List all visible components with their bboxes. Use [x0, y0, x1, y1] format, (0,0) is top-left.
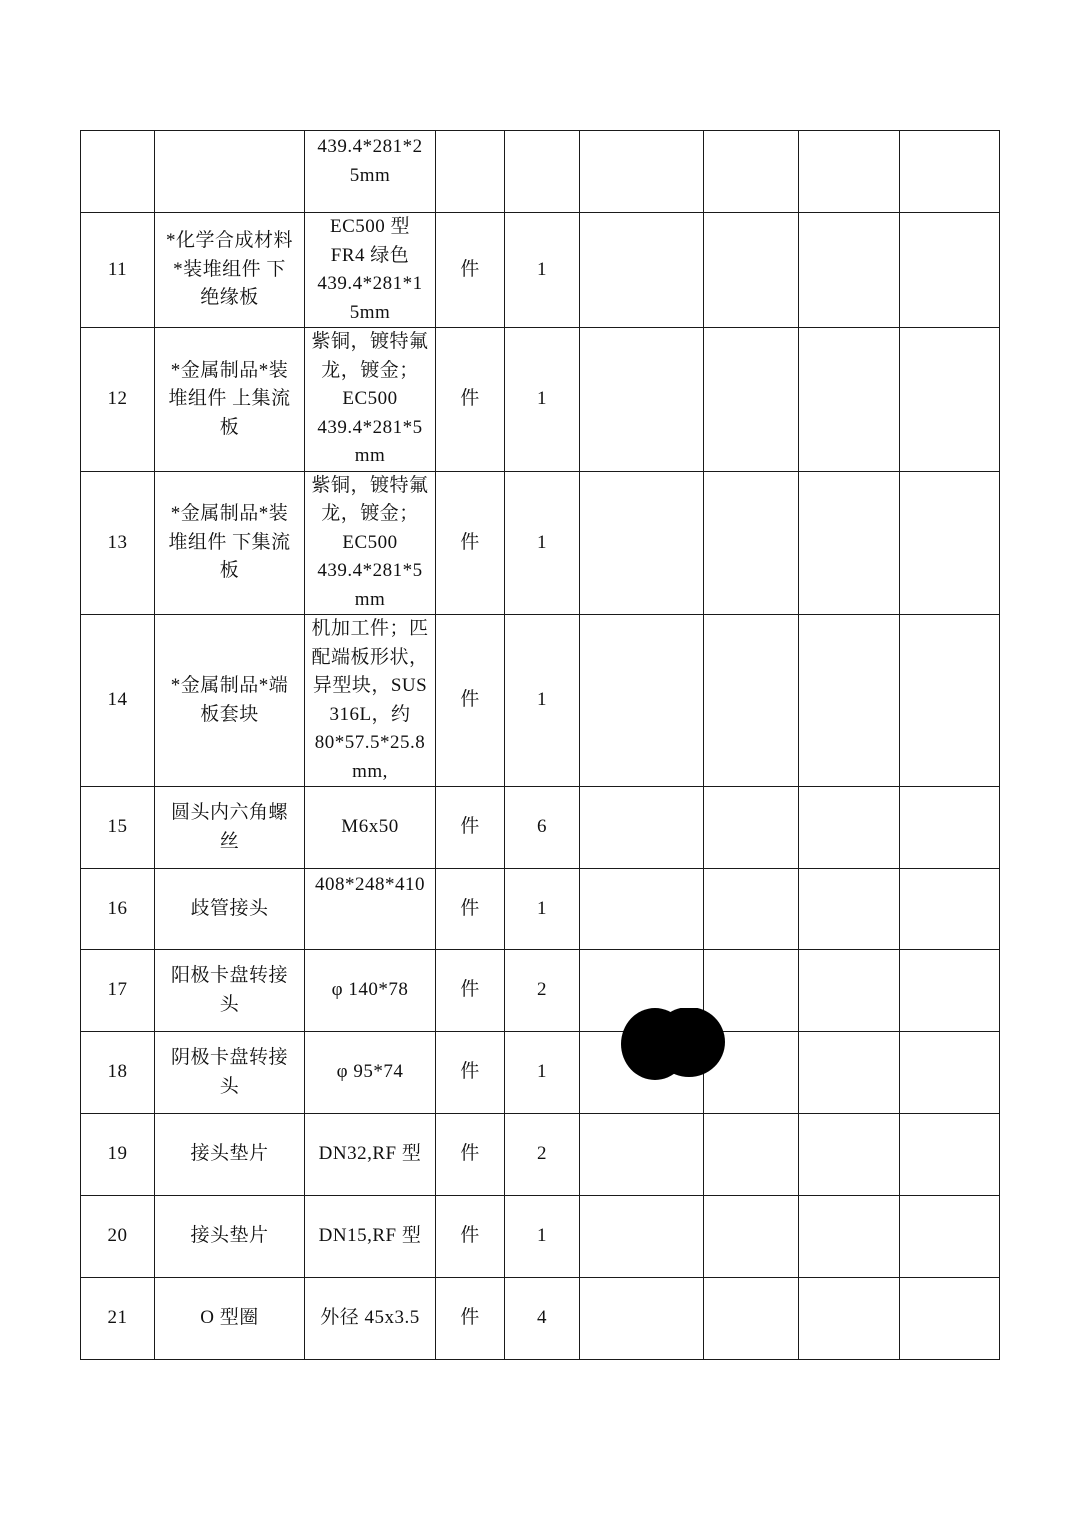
item-spec-cell-line: FR4 绿色: [330, 244, 410, 266]
empty-cell: [704, 1114, 799, 1196]
table-row: [81, 787, 1000, 869]
table-row: [81, 1278, 1000, 1360]
item-name-cell-line: O 型圈: [200, 1307, 259, 1329]
item-spec-cell-line: 80*57.5*25.8: [314, 732, 426, 753]
quantity-cell: 1: [505, 471, 580, 615]
table-row: [81, 471, 1000, 615]
empty-cell: [704, 213, 799, 328]
item-name-cell-line: 堆组件 下集流: [168, 531, 291, 553]
empty-cell: [900, 1196, 1000, 1278]
table-row: [81, 1032, 1000, 1114]
item-spec-cell: [305, 471, 436, 615]
item-name-cell-line: 头: [219, 993, 240, 1015]
empty-cell: [580, 471, 704, 615]
empty-cell: [580, 213, 704, 328]
item-spec-cell: [305, 1032, 436, 1114]
empty-cell: [580, 1114, 704, 1196]
item-name-cell: [155, 471, 305, 615]
empty-cell: [900, 213, 1000, 328]
table-row: [81, 328, 1000, 472]
item-spec-cell-line: 紫铜，镀特氟: [311, 331, 429, 352]
quantity-cell: [505, 131, 580, 213]
empty-cell: [799, 950, 900, 1032]
item-spec-cell: [305, 328, 436, 472]
item-spec-cell-line: DN32,RF 型: [318, 1143, 422, 1165]
quantity-cell: 1: [505, 328, 580, 472]
item-spec-cell-line: mm,: [352, 760, 388, 782]
table-row: [81, 869, 1000, 950]
item-name-cell: [155, 213, 305, 328]
item-name-cell-line: 头: [219, 1075, 240, 1097]
empty-cell: [799, 787, 900, 869]
item-name-cell: [155, 787, 305, 869]
item-name-cell-line: *化学合成材料: [165, 230, 293, 252]
item-name-cell-line: 歧管接头: [190, 897, 269, 919]
row-index-cell: 15: [81, 787, 155, 869]
row-index-cell: [81, 131, 155, 213]
item-spec-cell-line: φ 140*78: [331, 979, 409, 1001]
table-row: [81, 1196, 1000, 1278]
empty-cell: [580, 1196, 704, 1278]
item-spec-cell: [305, 615, 436, 787]
item-name-cell-line: 圆头内六角螺: [170, 802, 288, 823]
table-row: [81, 615, 1000, 787]
empty-cell: [704, 1278, 799, 1360]
item-table: [80, 130, 1000, 1360]
item-spec-cell-line: M6x50: [341, 816, 399, 838]
empty-cell: [900, 131, 1000, 213]
quantity-cell: 1: [505, 869, 580, 950]
empty-cell: [799, 471, 900, 615]
item-name-cell: [155, 1114, 305, 1196]
item-name-cell-line: 丝: [219, 830, 240, 852]
unit-cell: 件: [436, 615, 505, 787]
item-spec-cell: [305, 869, 436, 950]
item-name-cell: [155, 1196, 305, 1278]
table-row: [81, 950, 1000, 1032]
unit-cell: 件: [436, 471, 505, 615]
item-spec-cell-line: 439.4*281*2: [317, 136, 423, 157]
item-spec-cell-line: mm: [354, 588, 386, 610]
item-name-cell: [155, 1032, 305, 1114]
empty-cell: [704, 869, 799, 950]
item-spec-cell-line: 机加工件；匹: [311, 618, 429, 639]
empty-cell: [704, 787, 799, 869]
unit-cell: 件: [436, 787, 505, 869]
item-name-cell-line: *金属制品*装: [170, 359, 289, 381]
item-name-cell: [155, 950, 305, 1032]
empty-cell: [580, 615, 704, 787]
empty-cell: [704, 1196, 799, 1278]
quantity-cell: 1: [505, 213, 580, 328]
item-spec-cell-line: φ 95*74: [336, 1061, 404, 1083]
item-name-cell-line: *金属制品*装: [170, 503, 289, 524]
table-body: [81, 131, 1000, 1360]
item-spec-cell-line: 316L，约: [329, 703, 411, 725]
empty-cell: [580, 328, 704, 472]
quantity-cell: 4: [505, 1278, 580, 1360]
item-name-cell: [155, 131, 305, 213]
item-spec-cell-line: EC500 型: [329, 216, 411, 237]
item-name-cell-line: *金属制品*端: [170, 675, 289, 696]
item-spec-cell-line: 5mm: [349, 301, 391, 323]
item-spec-cell-line: 配端板形状，: [311, 646, 429, 668]
item-spec-cell-line: EC500: [342, 388, 398, 409]
item-name-cell-line: 阴极卡盘转接: [170, 1047, 288, 1068]
unit-cell: 件: [436, 328, 505, 472]
item-spec-cell-line: 439.4*281*5: [317, 416, 423, 438]
item-spec-cell-line: 紫铜，镀特氟: [311, 474, 429, 496]
item-spec-cell-line: DN15,RF 型: [318, 1225, 422, 1247]
row-index-cell: 14: [81, 615, 155, 787]
item-spec-cell: [305, 1114, 436, 1196]
unit-cell: 件: [436, 213, 505, 328]
item-name-cell-line: 接头垫片: [190, 1143, 269, 1165]
empty-cell: [900, 328, 1000, 472]
row-index-cell: 20: [81, 1196, 155, 1278]
item-spec-cell: [305, 213, 436, 328]
empty-cell: [580, 869, 704, 950]
empty-cell: [799, 1278, 900, 1360]
item-name-cell: [155, 328, 305, 472]
item-table-container: [80, 130, 1000, 1360]
item-spec-cell: [305, 1196, 436, 1278]
item-name-cell-line: 绝缘板: [200, 287, 259, 309]
item-spec-cell: [305, 950, 436, 1032]
row-index-cell: 16: [81, 869, 155, 950]
item-spec-cell: [305, 1278, 436, 1360]
empty-cell: [900, 869, 1000, 950]
empty-cell: [799, 131, 900, 213]
empty-cell: [799, 213, 900, 328]
item-spec-cell-line: EC500: [342, 531, 398, 553]
unit-cell: 件: [436, 1032, 505, 1114]
quantity-cell: 6: [505, 787, 580, 869]
empty-cell: [900, 615, 1000, 787]
item-name-cell: [155, 615, 305, 787]
unit-cell: 件: [436, 950, 505, 1032]
item-name-cell: [155, 869, 305, 950]
empty-cell: [704, 471, 799, 615]
row-index-cell: 11: [81, 213, 155, 328]
quantity-cell: 2: [505, 1114, 580, 1196]
quantity-cell: 1: [505, 1196, 580, 1278]
table-row: [81, 131, 1000, 213]
empty-cell: [580, 131, 704, 213]
empty-cell: [704, 328, 799, 472]
item-name-cell-line: 阳极卡盘转接: [170, 965, 288, 986]
item-spec-cell-line: 5mm: [349, 164, 391, 186]
empty-cell: [900, 950, 1000, 1032]
table-row: [81, 213, 1000, 328]
row-index-cell: 17: [81, 950, 155, 1032]
unit-cell: [436, 131, 505, 213]
row-index-cell: 19: [81, 1114, 155, 1196]
item-spec-cell: [305, 787, 436, 869]
empty-cell: [799, 615, 900, 787]
item-name-cell-line: 板套块: [200, 703, 259, 725]
row-index-cell: 12: [81, 328, 155, 472]
empty-cell: [799, 1114, 900, 1196]
quantity-cell: 2: [505, 950, 580, 1032]
redaction-mark: [621, 1008, 725, 1080]
item-name-cell-line: 接头垫片: [190, 1225, 269, 1247]
redaction-blot-right: [653, 1008, 725, 1077]
empty-cell: [900, 1278, 1000, 1360]
empty-cell: [799, 1196, 900, 1278]
empty-cell: [799, 1032, 900, 1114]
empty-cell: [799, 869, 900, 950]
item-spec-cell-line: 异型块，SUS: [312, 675, 428, 696]
empty-cell: [900, 787, 1000, 869]
item-name-cell: [155, 1278, 305, 1360]
item-spec-cell-line: mm: [354, 445, 386, 466]
item-spec-cell-line: 439.4*281*1: [317, 273, 423, 294]
unit-cell: 件: [436, 1278, 505, 1360]
empty-cell: [704, 131, 799, 213]
unit-cell: 件: [436, 1196, 505, 1278]
item-spec-cell: [305, 131, 436, 213]
item-name-cell-line: *装堆组件 下: [173, 258, 286, 280]
item-name-cell-line: 板: [219, 560, 240, 581]
item-spec-cell-line: 408*248*410: [315, 874, 425, 895]
empty-cell: [580, 1278, 704, 1360]
empty-cell: [900, 471, 1000, 615]
item-spec-cell-line: 龙，镀金；: [321, 503, 419, 524]
empty-cell: [900, 1114, 1000, 1196]
row-index-cell: 21: [81, 1278, 155, 1360]
item-spec-cell-line: 外径 45x3.5: [320, 1307, 420, 1329]
item-name-cell-line: 堆组件 上集流: [168, 388, 291, 409]
quantity-cell: 1: [505, 615, 580, 787]
unit-cell: 件: [436, 869, 505, 950]
table-row: [81, 1114, 1000, 1196]
unit-cell: 件: [436, 1114, 505, 1196]
empty-cell: [580, 787, 704, 869]
empty-cell: [799, 328, 900, 472]
row-index-cell: 13: [81, 471, 155, 615]
quantity-cell: 1: [505, 1032, 580, 1114]
item-spec-cell-line: 龙，镀金；: [321, 359, 419, 381]
item-spec-cell-line: 439.4*281*5: [317, 560, 423, 581]
empty-cell: [704, 615, 799, 787]
empty-cell: [900, 1032, 1000, 1114]
item-name-cell-line: 板: [219, 416, 240, 438]
row-index-cell: 18: [81, 1032, 155, 1114]
